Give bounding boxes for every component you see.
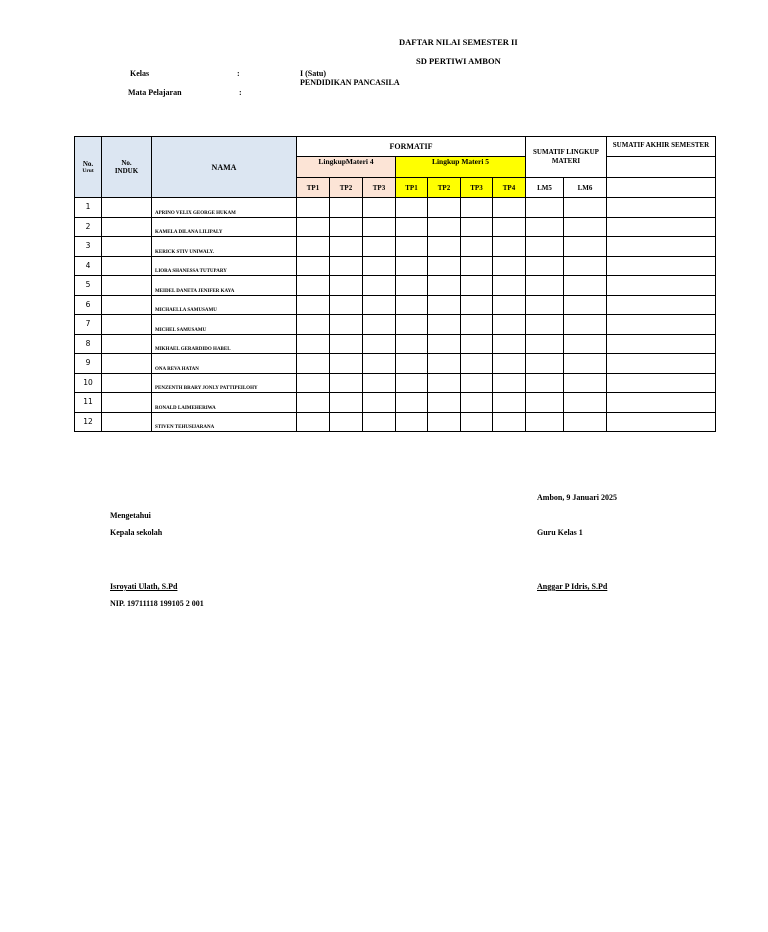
grade-cell[interactable]	[297, 412, 330, 432]
grade-cell[interactable]	[526, 237, 564, 257]
row-student-name: STIVEN TEHUSIJARANA	[152, 412, 297, 432]
grade-cell[interactable]	[493, 412, 526, 432]
grade-cell[interactable]	[428, 256, 461, 276]
grade-cell[interactable]	[526, 373, 564, 393]
row-student-name: PENZENTH BRARY JONLY PATTIPEILOHY	[152, 373, 297, 393]
kelas-value: I (Satu)	[300, 69, 327, 78]
grade-cell[interactable]	[564, 373, 607, 393]
grade-cell[interactable]	[330, 354, 363, 374]
grade-cell[interactable]	[526, 334, 564, 354]
table-row	[75, 412, 716, 432]
school-name: SD PERTIWI AMBON	[416, 56, 501, 66]
grade-cell[interactable]	[564, 276, 607, 296]
grade-cell[interactable]	[363, 393, 396, 413]
subheader-tp3-lm5: TP3	[461, 178, 493, 198]
grade-cell[interactable]	[461, 198, 493, 218]
grade-cell[interactable]	[607, 198, 716, 218]
header-nama: NAMA	[152, 137, 297, 198]
grade-cell[interactable]	[607, 237, 716, 257]
grade-cell[interactable]	[564, 198, 607, 218]
grade-cell[interactable]	[526, 354, 564, 374]
grade-cell[interactable]	[428, 237, 461, 257]
row-number: 11	[75, 393, 102, 413]
grade-cell[interactable]	[493, 217, 526, 237]
row-number: 9	[75, 354, 102, 374]
grade-cell[interactable]	[607, 412, 716, 432]
grade-cell[interactable]	[493, 334, 526, 354]
table-row	[75, 354, 716, 374]
grade-cell[interactable]	[428, 334, 461, 354]
grade-cell[interactable]	[363, 354, 396, 374]
header-formatif: FORMATIF	[297, 137, 526, 157]
mapel-value: PENDIDIKAN PANCASILA	[300, 78, 400, 87]
subheader-tp1-lm5: TP1	[396, 178, 428, 198]
grade-cell[interactable]	[493, 276, 526, 296]
grade-cell[interactable]	[396, 393, 428, 413]
grade-cell[interactable]	[363, 334, 396, 354]
grade-cell[interactable]	[396, 217, 428, 237]
grade-cell[interactable]	[428, 412, 461, 432]
grade-cell[interactable]	[607, 217, 716, 237]
table-row	[75, 217, 716, 237]
grade-cell[interactable]	[461, 393, 493, 413]
grade-cell[interactable]	[526, 198, 564, 218]
grade-cell[interactable]	[396, 334, 428, 354]
grade-cell[interactable]	[297, 315, 330, 335]
grade-cell[interactable]	[396, 315, 428, 335]
grade-cell[interactable]	[396, 276, 428, 296]
row-student-name: MEIDEL DANETA JENIFER KAYA	[152, 276, 297, 296]
row-number: 2	[75, 217, 102, 237]
subheader-tp3-lm4: TP3	[363, 178, 396, 198]
subheader-tp1-lm4: TP1	[297, 178, 330, 198]
table-row	[75, 198, 716, 218]
grade-cell[interactable]	[461, 334, 493, 354]
grade-cell[interactable]	[526, 256, 564, 276]
grade-cell[interactable]	[461, 256, 493, 276]
grade-cell[interactable]	[493, 256, 526, 276]
grade-cell[interactable]	[297, 256, 330, 276]
grade-cell[interactable]	[461, 217, 493, 237]
row-student-name: APRINO VELIX GEORGE HUKAM	[152, 198, 297, 218]
grade-cell[interactable]	[526, 315, 564, 335]
grade-cell[interactable]	[428, 354, 461, 374]
row-number: 4	[75, 256, 102, 276]
grade-cell[interactable]	[526, 393, 564, 413]
grade-cell[interactable]	[526, 412, 564, 432]
table-row	[75, 393, 716, 413]
kelas-colon: :	[237, 69, 240, 78]
grade-cell[interactable]	[363, 373, 396, 393]
grade-cell[interactable]	[526, 217, 564, 237]
header-no-induk: No. INDUK	[102, 137, 152, 198]
grade-cell[interactable]	[297, 217, 330, 237]
grade-cell[interactable]	[428, 373, 461, 393]
grade-cell[interactable]	[564, 393, 607, 413]
row-student-name: KERICK STIV UNIWALY.	[152, 237, 297, 257]
grade-cell[interactable]	[461, 315, 493, 335]
grade-cell[interactable]	[297, 295, 330, 315]
grade-cell[interactable]	[526, 276, 564, 296]
grade-cell[interactable]	[564, 412, 607, 432]
grade-cell[interactable]	[564, 237, 607, 257]
row-number: 3	[75, 237, 102, 257]
row-no-induk[interactable]	[102, 237, 152, 257]
grade-cell[interactable]	[363, 217, 396, 237]
kepala-sekolah-nip: NIP. 19711118 199105 2 001	[110, 599, 204, 608]
grade-cell[interactable]	[461, 412, 493, 432]
grade-cell[interactable]	[363, 276, 396, 296]
grade-cell[interactable]	[363, 237, 396, 257]
table-row	[75, 237, 716, 257]
grade-cell[interactable]	[396, 412, 428, 432]
kepala-sekolah-label: Kepala sekolah	[110, 528, 163, 537]
row-no-induk[interactable]	[102, 412, 152, 432]
grade-cell[interactable]	[607, 334, 716, 354]
row-student-name: RONALD LAIMEHERIWA	[152, 393, 297, 413]
row-number: 10	[75, 373, 102, 393]
row-student-name: MIKHAEL GERARDIDO HABEL	[152, 334, 297, 354]
grade-cell[interactable]	[607, 354, 716, 374]
grade-cell[interactable]	[396, 295, 428, 315]
grade-cell[interactable]	[363, 412, 396, 432]
subheader-tp4-lm5: TP4	[493, 178, 526, 198]
grade-cell[interactable]	[607, 373, 716, 393]
subheader-tp2-lm4: TP2	[330, 178, 363, 198]
mapel-colon: :	[239, 88, 242, 97]
grade-cell[interactable]	[607, 315, 716, 335]
doc-title: DAFTAR NILAI SEMESTER II	[399, 37, 518, 47]
grade-cell[interactable]	[428, 295, 461, 315]
row-student-name: LIORA SHANESSA TUTUPARY	[152, 256, 297, 276]
mengetahui-label: Mengetahui	[110, 511, 151, 520]
grade-cell[interactable]	[461, 295, 493, 315]
row-no-induk[interactable]	[102, 256, 152, 276]
table-row	[75, 373, 716, 393]
header-no-urut: No. Urut	[75, 137, 102, 198]
grade-cell[interactable]	[564, 295, 607, 315]
grade-cell[interactable]	[493, 393, 526, 413]
table-row	[75, 256, 716, 276]
row-number: 12	[75, 412, 102, 432]
grade-cell[interactable]	[396, 237, 428, 257]
grade-cell[interactable]	[330, 217, 363, 237]
row-number: 7	[75, 315, 102, 335]
row-no-induk[interactable]	[102, 276, 152, 296]
grade-cell[interactable]	[428, 276, 461, 296]
row-number: 1	[75, 198, 102, 218]
grade-cell[interactable]	[297, 354, 330, 374]
row-student-name: MICHEL SAMUSAMU	[152, 315, 297, 335]
grade-cell[interactable]	[330, 373, 363, 393]
grade-cell[interactable]	[396, 354, 428, 374]
subheader-lm5: LM5	[526, 178, 564, 198]
table-row	[75, 295, 716, 315]
header-sumatif-lingkup: SUMATIF LINGKUP MATERI	[526, 137, 607, 178]
grade-cell[interactable]	[330, 256, 363, 276]
grade-cell[interactable]	[297, 198, 330, 218]
grade-cell[interactable]	[493, 354, 526, 374]
row-no-induk[interactable]	[102, 198, 152, 218]
grade-cell[interactable]	[396, 256, 428, 276]
grade-cell[interactable]	[526, 295, 564, 315]
row-student-name: ONA REVA HATAN	[152, 354, 297, 374]
grade-cell[interactable]	[428, 217, 461, 237]
guru-kelas-name: Anggar P Idris, S.Pd	[537, 582, 608, 591]
table-row	[75, 315, 716, 335]
grade-cell[interactable]	[493, 237, 526, 257]
grade-cell[interactable]	[428, 393, 461, 413]
kepala-sekolah-name: Isroyati Ulath, S.Pd	[110, 582, 178, 591]
row-no-induk[interactable]	[102, 334, 152, 354]
guru-kelas-label: Guru Kelas 1	[537, 528, 583, 537]
grade-cell[interactable]	[607, 256, 716, 276]
grade-cell[interactable]	[564, 217, 607, 237]
grade-cell[interactable]	[297, 334, 330, 354]
grade-cell[interactable]	[330, 198, 363, 218]
grade-cell[interactable]	[363, 295, 396, 315]
grade-cell[interactable]	[330, 334, 363, 354]
row-number: 6	[75, 295, 102, 315]
grade-cell[interactable]	[330, 295, 363, 315]
table-row	[75, 276, 716, 296]
grade-cell[interactable]	[396, 373, 428, 393]
row-no-induk[interactable]	[102, 295, 152, 315]
grade-cell[interactable]	[297, 237, 330, 257]
mapel-label: Mata Pelajaran	[128, 88, 182, 97]
grade-cell[interactable]	[493, 295, 526, 315]
grade-cell[interactable]	[297, 393, 330, 413]
grade-cell[interactable]	[363, 198, 396, 218]
subheader-lm6: LM6	[564, 178, 607, 198]
grade-cell[interactable]	[330, 393, 363, 413]
grade-cell[interactable]	[461, 237, 493, 257]
grade-cell[interactable]	[564, 315, 607, 335]
row-no-induk[interactable]	[102, 393, 152, 413]
row-student-name: MICHAELLA SAMUSAMU	[152, 295, 297, 315]
row-no-induk[interactable]	[102, 315, 152, 335]
grade-cell[interactable]	[564, 334, 607, 354]
header-sumatif-akhir-blank	[607, 157, 716, 178]
grade-cell[interactable]	[493, 373, 526, 393]
grade-cell[interactable]	[330, 276, 363, 296]
grade-cell[interactable]	[564, 354, 607, 374]
grade-cell[interactable]	[461, 373, 493, 393]
place-date: Ambon, 9 Januari 2025	[537, 493, 618, 502]
subheader-blank	[607, 178, 716, 198]
grade-cell[interactable]	[330, 237, 363, 257]
header-lingkup4: LingkupMateri 4	[297, 157, 396, 178]
grade-cell[interactable]	[330, 315, 363, 335]
grade-cell[interactable]	[493, 315, 526, 335]
grade-cell[interactable]	[607, 393, 716, 413]
grade-cell[interactable]	[428, 315, 461, 335]
grade-cell[interactable]	[297, 373, 330, 393]
grade-cell[interactable]	[363, 256, 396, 276]
grade-cell[interactable]	[428, 198, 461, 218]
row-no-induk[interactable]	[102, 217, 152, 237]
table-body	[75, 198, 716, 432]
grade-cell[interactable]	[330, 412, 363, 432]
grade-cell[interactable]	[297, 276, 330, 296]
header-sumatif-akhir: SUMATIF AKHIR SEMESTER	[607, 137, 716, 157]
kelas-label: Kelas	[130, 69, 150, 78]
grade-cell[interactable]	[493, 198, 526, 218]
header-lingkup5: Lingkup Materi 5	[396, 157, 526, 178]
row-number: 5	[75, 276, 102, 296]
grade-cell[interactable]	[607, 295, 716, 315]
grades-table	[74, 136, 716, 432]
row-no-induk[interactable]	[102, 373, 152, 393]
row-no-induk[interactable]	[102, 354, 152, 374]
grade-cell[interactable]	[461, 354, 493, 374]
row-student-name: KAMELA DILANA LILIPALY	[152, 217, 297, 237]
grade-cell[interactable]	[607, 276, 716, 296]
grade-cell[interactable]	[564, 256, 607, 276]
subheader-tp2-lm5: TP2	[428, 178, 461, 198]
grade-cell[interactable]	[363, 315, 396, 335]
grade-cell[interactable]	[461, 276, 493, 296]
grade-cell[interactable]	[396, 198, 428, 218]
row-number: 8	[75, 334, 102, 354]
table-row	[75, 334, 716, 354]
